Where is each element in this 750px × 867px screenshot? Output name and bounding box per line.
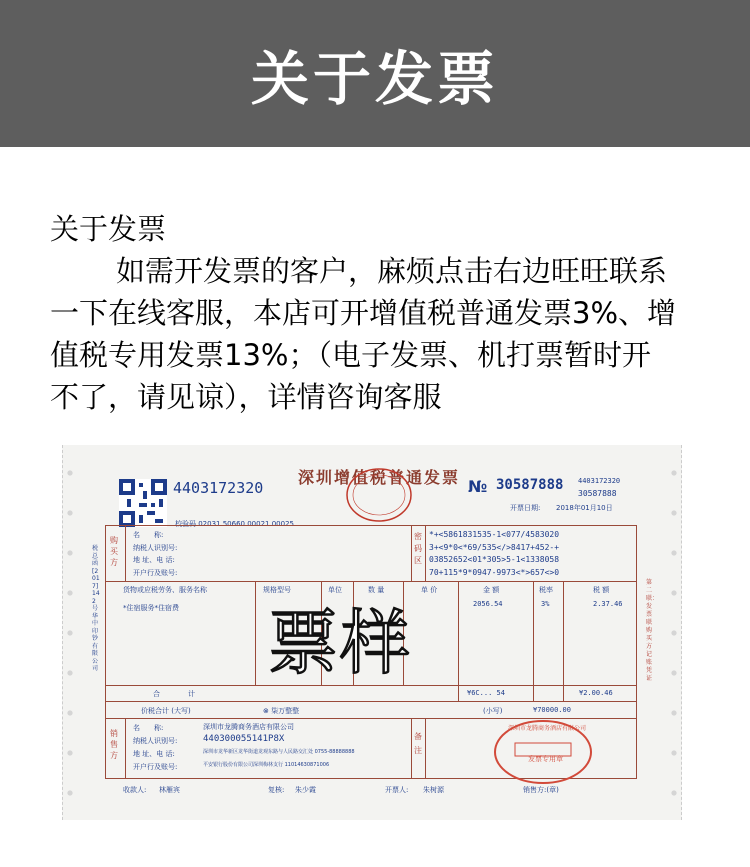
cipher-area — [429, 529, 559, 579]
col-header: 单位 — [328, 586, 342, 594]
check-code: 校验码 02031 50660 00021 00025 — [175, 520, 294, 528]
paragraph-line: 一下在线客服，本店可开增值税普通发票3%、增 — [50, 296, 677, 330]
seal-subtext: 发票专用章 — [528, 755, 563, 763]
buyer-side-label: 购买方 — [110, 536, 118, 567]
invoice-code-small: 4403172320 — [578, 477, 621, 485]
review-name: 朱少霞 — [295, 786, 316, 794]
payee-name: 林雁宾 — [159, 786, 180, 794]
invoice-info-text — [50, 208, 710, 418]
invoice-number: 30587888 — [496, 477, 564, 493]
date-value: 2018年01月10日 — [556, 504, 613, 512]
item-tax: 2.37.46 — [593, 600, 623, 608]
sample-invoice-image — [62, 445, 682, 820]
field-label: 地 址、电 话: — [133, 556, 175, 564]
date-label: 开票日期: — [510, 504, 541, 512]
field-label: 开户行及账号: — [133, 568, 178, 577]
total-amount: ¥6C... 54 — [467, 689, 505, 697]
small-label: (小写) — [483, 707, 503, 715]
small-value: ¥70000.00 — [533, 706, 571, 714]
field-label: 纳税人识别号: — [133, 737, 178, 745]
seller-taxid: 440300055141P8X — [203, 734, 285, 744]
total-caps-label: 价税合计 (大写) — [141, 707, 191, 715]
field-label: 纳税人识别号: — [133, 543, 178, 552]
page-title: 关于发票 — [250, 44, 499, 113]
issuer-label: 开票人: — [385, 786, 409, 794]
seller-bank: 平安银行股份有限公司深圳梅林支行 11014630871006 — [203, 762, 330, 768]
total-tax: ¥2.00.46 — [579, 689, 613, 697]
issuer-name: 朱树源 — [423, 786, 444, 794]
field-label: 开户行及账号: — [133, 763, 178, 771]
cipher-line: 03852652<01*305>5-1<1338058 — [429, 555, 560, 564]
buyer-fields — [133, 529, 177, 579]
perforation-right — [669, 453, 679, 812]
qr-code-icon — [119, 479, 167, 527]
seal-text: 深圳市龙腾商务酒店有限公司 — [508, 725, 587, 732]
side-note-right: 第二联：发票联 购买方记账凭证 — [646, 579, 659, 682]
seller-stamp-label: 销售方:(章) — [523, 786, 559, 794]
payee-label: 收款人: — [123, 786, 147, 794]
field-label: 名 称: — [133, 724, 164, 732]
field-label: 地 址、电 话: — [133, 750, 175, 758]
item-rate: 3% — [541, 600, 550, 608]
total-label: 合 计 — [153, 690, 195, 698]
col-header: 单 价 — [421, 586, 438, 594]
side-note-left: 税总函[2017]142号华中印钞有限公司 — [92, 545, 100, 672]
seller-name: 深圳市龙腾商务酒店有限公司 — [203, 723, 294, 731]
tax-bureau-seal-icon — [345, 467, 413, 523]
item-name: *住宿服务*住宿费 — [123, 604, 179, 612]
cipher-line: 3+<9*0<*69/535</>8417+452-+ — [429, 542, 560, 552]
perforation-left — [65, 453, 75, 812]
col-header: 税率 — [539, 586, 553, 594]
sample-watermark: 票样 — [268, 602, 412, 684]
col-header: 货物或应税劳务、服务名称 — [123, 586, 207, 594]
invoice-number-small: 30587888 — [578, 489, 617, 498]
col-header: 数 量 — [368, 586, 385, 594]
item-amount: 2056.54 — [473, 600, 503, 608]
no-label: № — [468, 477, 488, 496]
paragraph-line: 值税专用发票13%；（电子发票、机打票暂时开 — [50, 338, 651, 372]
total-caps: ⊗ 柒万整整 — [263, 707, 300, 715]
review-label: 复核: — [268, 786, 285, 794]
invoice-code: 4403172320 — [173, 479, 264, 497]
seller-address: 深圳市龙华新区龙华街道龙观东路与人民路交汇处 0755-88888888 — [203, 749, 355, 755]
cipher-area-label: 密码区 — [414, 532, 422, 565]
col-header: 规格型号 — [263, 586, 291, 594]
paragraph-line: 如需开发票的客户，麻烦点击右边旺旺联系 — [116, 254, 668, 288]
invoice-title: 深圳增值税普通发票 — [298, 468, 461, 487]
header-banner — [0, 0, 750, 147]
col-header: 税 额 — [593, 586, 610, 594]
paragraph-line: 不了，请见谅），详情咨询客服 — [50, 380, 442, 414]
section-heading: 关于发票 — [50, 212, 167, 246]
remark-label: 备注 — [414, 732, 422, 755]
cipher-line: 70+115*9*0947-9973<*>657<>0 — [429, 567, 560, 577]
col-header: 金 额 — [483, 586, 500, 594]
field-label: 名 称: — [133, 531, 164, 539]
seller-fields — [133, 722, 177, 774]
cipher-line: *+<5861831535-1<077/4583020 — [429, 530, 560, 539]
seller-side-label: 销售方 — [110, 729, 118, 760]
